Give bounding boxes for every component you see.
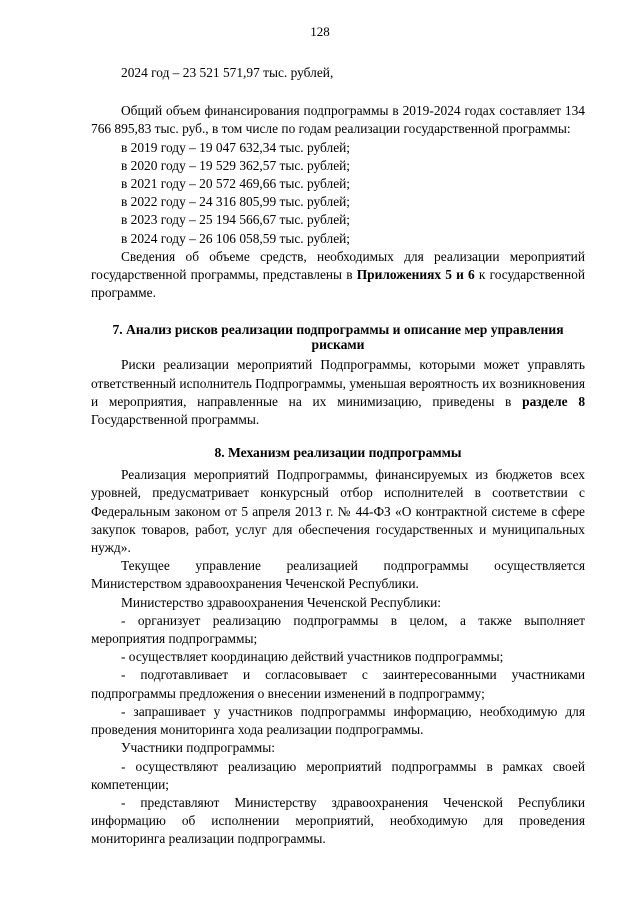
section-7-text-2: Государственной программы. xyxy=(91,412,260,428)
funding-2024-prev: 2024 год – 23 521 571,97 тыс. рублей, xyxy=(121,65,334,80)
funding-info-text-2: к государственной программе. xyxy=(91,267,586,301)
section-8-paragraph-3: Министерство здравоохранения Чеченской Республики: xyxy=(121,594,442,610)
total-funding-paragraph: Общий объем финансирования подпрограммы в 2019-2024 годах составляет 134 766 895,83 тыс. руб., в том числе по годам реализации государственной программы: xyxy=(91,103,585,137)
funding-year-2020: в 2020 году – 19 529 362,57 тыс. рублей; xyxy=(121,157,351,173)
section-7-title: 7. Анализ рисков реализации подпрограммы и описание мер управления рисками xyxy=(112,322,564,353)
section-8-paragraph-1: Реализация мероприятий Подпрограммы, финансируемых из бюджетов всех уровней, предусматривает конкурсный отбор исполнителей в соответствии с Федеральным законом от 5 апреля 2013 г. № 44-ФЗ «О контрактной системе в сфере закупок товаров, работ, услуг для обеспечения государственных и муниципальных нужд». xyxy=(91,467,585,556)
ministry-item: - подготавливает и согласовывает с заинтересованными участниками подпрограммы предложения о внесении изменений в подпрограмму; xyxy=(91,667,585,701)
ministry-item: - организует реализацию подпрограммы в целом, а также выполняет мероприятия подпрограммы; xyxy=(91,612,585,647)
funding-year-2023: в 2023 году – 25 194 566,67 тыс. рублей; xyxy=(121,212,351,228)
funding-year-2021: в 2021 году – 20 572 469,66 тыс. рублей; xyxy=(121,176,351,192)
funding-info-paragraph xyxy=(91,248,585,303)
funding-year-2019: в 2019 году – 19 047 632,34 тыс. рублей; xyxy=(121,139,351,155)
participant-item: - представляют Министерству здравоохранения Чеченской Республики информацию об исполнении мероприятий, необходимую для проведения мониторинга реализации подпрограммы. xyxy=(91,794,585,847)
section-8-paragraph-2: Текущее управление реализацией подпрограммы осуществляется Министерством здравоохранения Чеченской Республики. xyxy=(91,558,585,592)
participant-item: - осуществляют реализацию мероприятий подпрограммы в рамках своей компетенции; xyxy=(91,758,585,792)
document-body xyxy=(91,64,585,849)
appendix-reference: Приложениях 5 и 6 xyxy=(356,267,475,283)
section-7-text-1: Риски реализации мероприятий Подпрограммы, которыми может управлять ответственный исполнитель Подпрограммы, уменьшая вероятность их возникновения и мероприятия, направленные на их минимизацию, приведены в xyxy=(91,357,585,409)
funding-info-text-1: Сведения об объеме средств, необходимых для реализации мероприятий государственной программы, представлены в xyxy=(91,248,585,283)
section-7-paragraph xyxy=(91,356,585,429)
ministry-item: - осуществляет координацию действий участников подпрограммы; xyxy=(121,649,504,665)
funding-year-2024: в 2024 году – 26 106 058,59 тыс. рублей; xyxy=(121,230,351,246)
funding-year-2022: в 2022 году – 24 316 805,99 тыс. рублей; xyxy=(121,194,351,210)
section-8-paragraph-4: Участники подпрограммы: xyxy=(121,740,275,756)
section-reference: разделе 8 xyxy=(522,393,586,409)
ministry-item: - запрашивает у участников подпрограммы информацию, необходимую для проведения мониторинга хода реализации подпрограммы. xyxy=(91,703,585,738)
section-8-title: 8. Механизм реализации подпрограммы xyxy=(214,445,462,461)
page-number: 128 xyxy=(310,24,330,39)
